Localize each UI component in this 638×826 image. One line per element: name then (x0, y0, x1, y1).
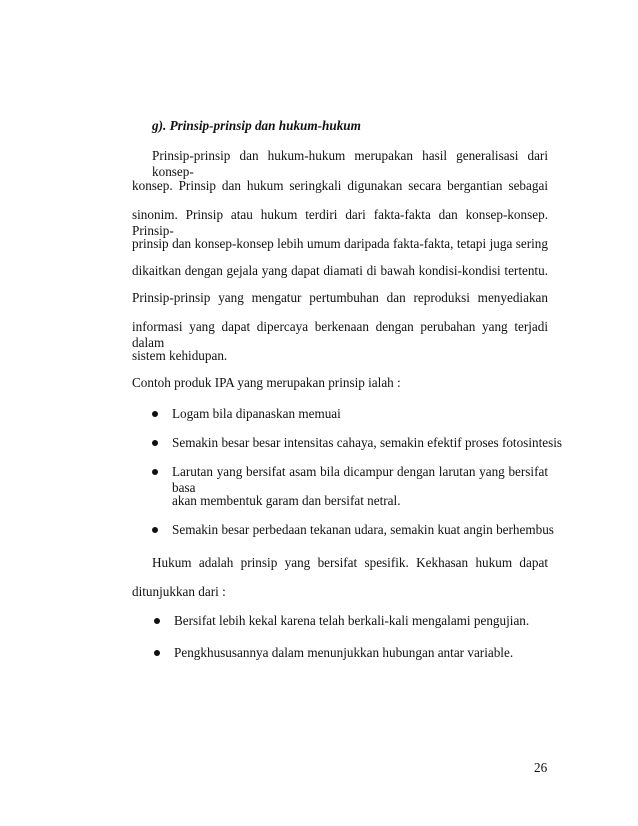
bullet-icon (152, 527, 158, 533)
list-item: Logam bila dipanaskan memuai (172, 406, 341, 421)
list-item-continuation: akan membentuk garam dan bersifat netral. (172, 493, 401, 508)
paragraph-line: sistem kehidupan. (132, 348, 228, 363)
bullet-icon (152, 469, 158, 475)
paragraph-line: prinsip dan konsep-konsep lebih umum daripada fakta-fakta, tetapi juga sering (132, 236, 548, 251)
bullet-icon (152, 440, 158, 446)
list-item: Pengkhususannya dalam menunjukkan hubungan antar variable. (174, 645, 514, 660)
paragraph-line: sinonim. Prinsip atau hukum terdiri dari fakta-fakta dan konsep-konsep. Prinsip- (132, 207, 548, 238)
bullet-icon (154, 650, 160, 656)
list-item: Bersifat lebih kekal karena telah berkali-kali mengalami pengujian. (174, 613, 530, 628)
paragraph-line: informasi yang dapat dipercaya berkenaan dengan perubahan yang terjadi dalam (132, 319, 548, 350)
list-item: Larutan yang bersifat asam bila dicampur dengan larutan yang bersifat basa (172, 464, 548, 495)
examples-intro: Contoh produk IPA yang merupakan prinsip ialah : (132, 375, 401, 390)
paragraph-line: Prinsip-prinsip dan hukum-hukum merupakan hasil generalisasi dari konsep- (152, 148, 548, 179)
list-item: Semakin besar besar intensitas cahaya, semakin efektif proses fotosintesis (172, 435, 563, 450)
paragraph-line: dikaitkan dengan gejala yang dapat diamati di bawah kondisi-kondisi tertentu. (132, 263, 548, 278)
list-item: Semakin besar perbedaan tekanan udara, semakin kuat angin berhembus (172, 522, 554, 537)
paragraph-line: ditunjukkan dari : (132, 584, 226, 599)
paragraph-line: Hukum adalah prinsip yang bersifat spesifik. Kekhasan hukum dapat (152, 555, 548, 570)
paragraph-line: Prinsip-prinsip yang mengatur pertumbuhan dan reproduksi menyediakan (132, 290, 548, 305)
paragraph-line: konsep. Prinsip dan hukum seringkali digunakan secara bergantian sebagai (132, 178, 548, 193)
bullet-icon (154, 618, 160, 624)
page-number: 26 (534, 760, 548, 775)
bullet-icon (152, 411, 158, 417)
section-heading: g). Prinsip-prinsip dan hukum-hukum (152, 118, 361, 133)
